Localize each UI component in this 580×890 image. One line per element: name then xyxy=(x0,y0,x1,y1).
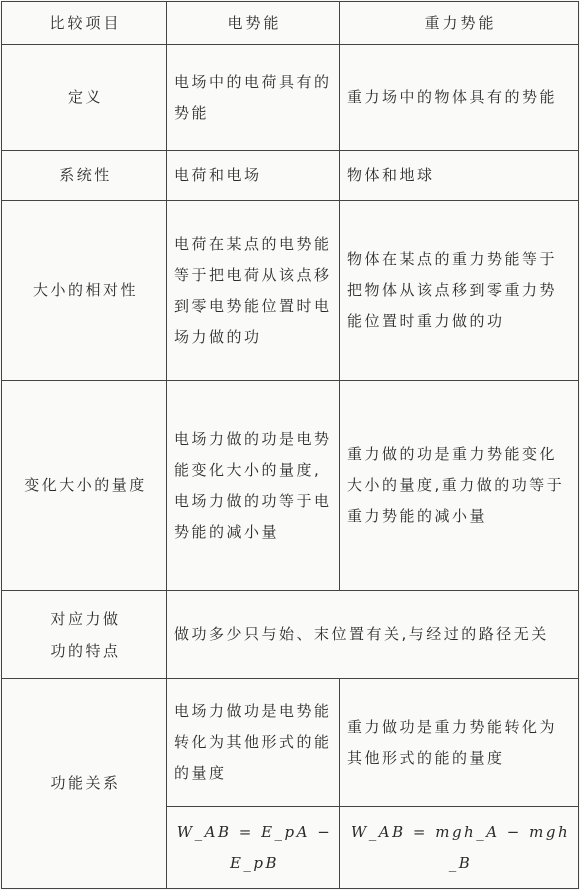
electric-cell: 电场力做功是电势能转化为其他形式的能的量度 xyxy=(167,679,340,807)
electric-cell: 电荷和电场 xyxy=(167,151,340,201)
gravity-formula: W_AB = mgh_A − mgh_B xyxy=(340,807,579,889)
gravity-cell: 重力做的功是重力势能变化大小的量度,重力做的功等于重力势能的减小量 xyxy=(340,381,579,591)
row-measure xyxy=(2,381,579,591)
row-label: 大小的相对性 xyxy=(2,201,167,381)
row-energy-relation xyxy=(2,679,579,807)
row-label xyxy=(2,591,167,679)
header-row xyxy=(2,2,579,45)
gravity-cell: 物体在某点的重力势能等于把物体从该点移到零重力势能位置时重力做的功 xyxy=(340,201,579,381)
merged-cell: 做功多少只与始、末位置有关,与经过的路径无关 xyxy=(167,591,579,679)
comparison-table xyxy=(1,1,579,889)
row-label: 变化大小的量度 xyxy=(2,381,167,591)
gravity-cell: 重力做功是重力势能转化为其他形式的能的量度 xyxy=(340,679,579,807)
row-work-feature xyxy=(2,591,579,679)
electric-cell: 电荷在某点的电势能等于把电荷从该点移到零电势能位置时电场力做的功 xyxy=(167,201,340,381)
electric-formula: W_AB = E_pA − E_pB xyxy=(167,807,340,889)
row-label-line1: 对应力做 xyxy=(50,609,121,628)
gravity-cell: 重力场中的物体具有的势能 xyxy=(340,45,579,151)
row-relativity xyxy=(2,201,579,381)
header-item: 比较项目 xyxy=(2,2,167,45)
header-gravity: 重力势能 xyxy=(340,2,579,45)
row-label: 系统性 xyxy=(2,151,167,201)
row-label-line2: 功的特点 xyxy=(50,641,121,660)
row-label: 定义 xyxy=(2,45,167,151)
electric-cell: 电场中的电荷具有的势能 xyxy=(167,45,340,151)
gravity-cell: 物体和地球 xyxy=(340,151,579,201)
row-label: 功能关系 xyxy=(2,679,167,889)
header-electric: 电势能 xyxy=(167,2,340,45)
electric-cell: 电场力做的功是电势能变化大小的量度,电场力做的功等于电势能的减小量 xyxy=(167,381,340,591)
row-definition xyxy=(2,45,579,151)
row-system xyxy=(2,151,579,201)
